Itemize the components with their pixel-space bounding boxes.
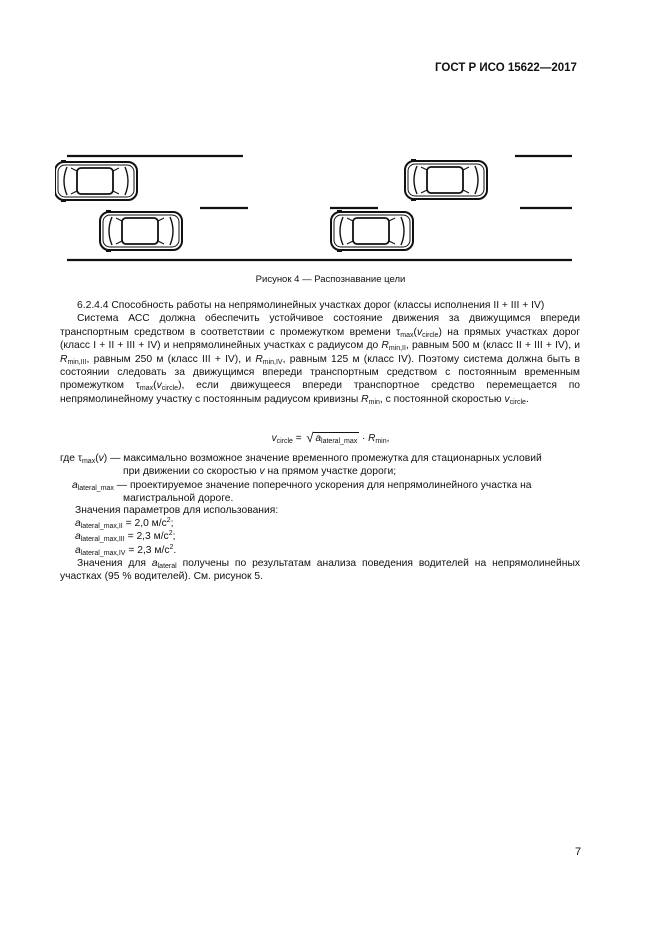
- param-item: $a_{lateral\_max,III} = 2,3$ $м/с^2$;: [75, 530, 176, 544]
- final-paragraph-block: [60, 557, 580, 584]
- param-item: $a_{lateral\_max,II} = 2,0$ $м/с^2$;: [75, 517, 174, 531]
- document-header: ГОСТ Р ИСО 15622—2017: [435, 62, 577, 74]
- target-recognition-figure: [55, 150, 595, 268]
- param-item: $a_{lateral\_max,IV} = 2,3$ $м/с^2$.: [75, 543, 177, 557]
- square-root-icon: √: [306, 430, 314, 445]
- section-title: 6.2.4.4 Способность работы на непрямолинейных участках дорог (классы исполнения II + III + IV): [77, 300, 545, 311]
- car-icon: [100, 210, 182, 252]
- car-icon: [331, 210, 413, 252]
- figure-caption: Рисунок 4 — Распознавание цели: [255, 274, 406, 285]
- parameter-values: [75, 504, 278, 557]
- definitions-list: [60, 452, 582, 506]
- section-body: [60, 299, 580, 406]
- paragraph: Система АСС должна обеспечить устойчивое состояние движения за движущимся впереди транспортным средством в соответствии с промежутком времени $\tau_{max}(v_{circle})$ на прямых участках дорог (класс I + II + III + IV) и непрямолинейных участках с радиусом до $R_{min,II}$, равным 500 м (класс II + III + IV), и $R_{min,III}$, равным 250 м (класс III + IV), и $R_{min,IV}$, равным 125 м (класс IV). Поэтому система должна быть в состоянии следовать за движущимся впереди транспортным средством с постоянным временным промежутком $\tau_{max}(v_{circle})$, если движущееся впереди транспортное средство перемещается по непрямолинейному участку с постоянным радиусом кривизны $R_{min}$, с постоянной скоростью $v_{circle}$.: [60, 313, 581, 406]
- params-title: Значения параметров для использования:: [75, 505, 279, 516]
- final-paragraph: Значения для $a_{lateral}$ получены по результатам анализа поведения водителей на непрямолинейных участках (95 % водителей). См. рисунок 5.: [60, 558, 581, 583]
- car-icon: [55, 160, 137, 202]
- definition-a-lateral: $a_{lateral\_max}$ — проектируемое значение поперечного ускорения для непрямолинейного участка на магистральной дороге.: [72, 479, 532, 505]
- page-number: 7: [575, 846, 582, 858]
- car-icon: [405, 159, 487, 201]
- velocity-formula: $v_{circle}$ = √ $a_{lateral\_max} \cdot R_{min}$,: [271, 430, 390, 445]
- definition-tau: где $\tau_{max}(v)$ — максимально возможное значение временного промежутка для стационарных условий при движении со скоростью v на прямом участке дороги;: [60, 453, 542, 478]
